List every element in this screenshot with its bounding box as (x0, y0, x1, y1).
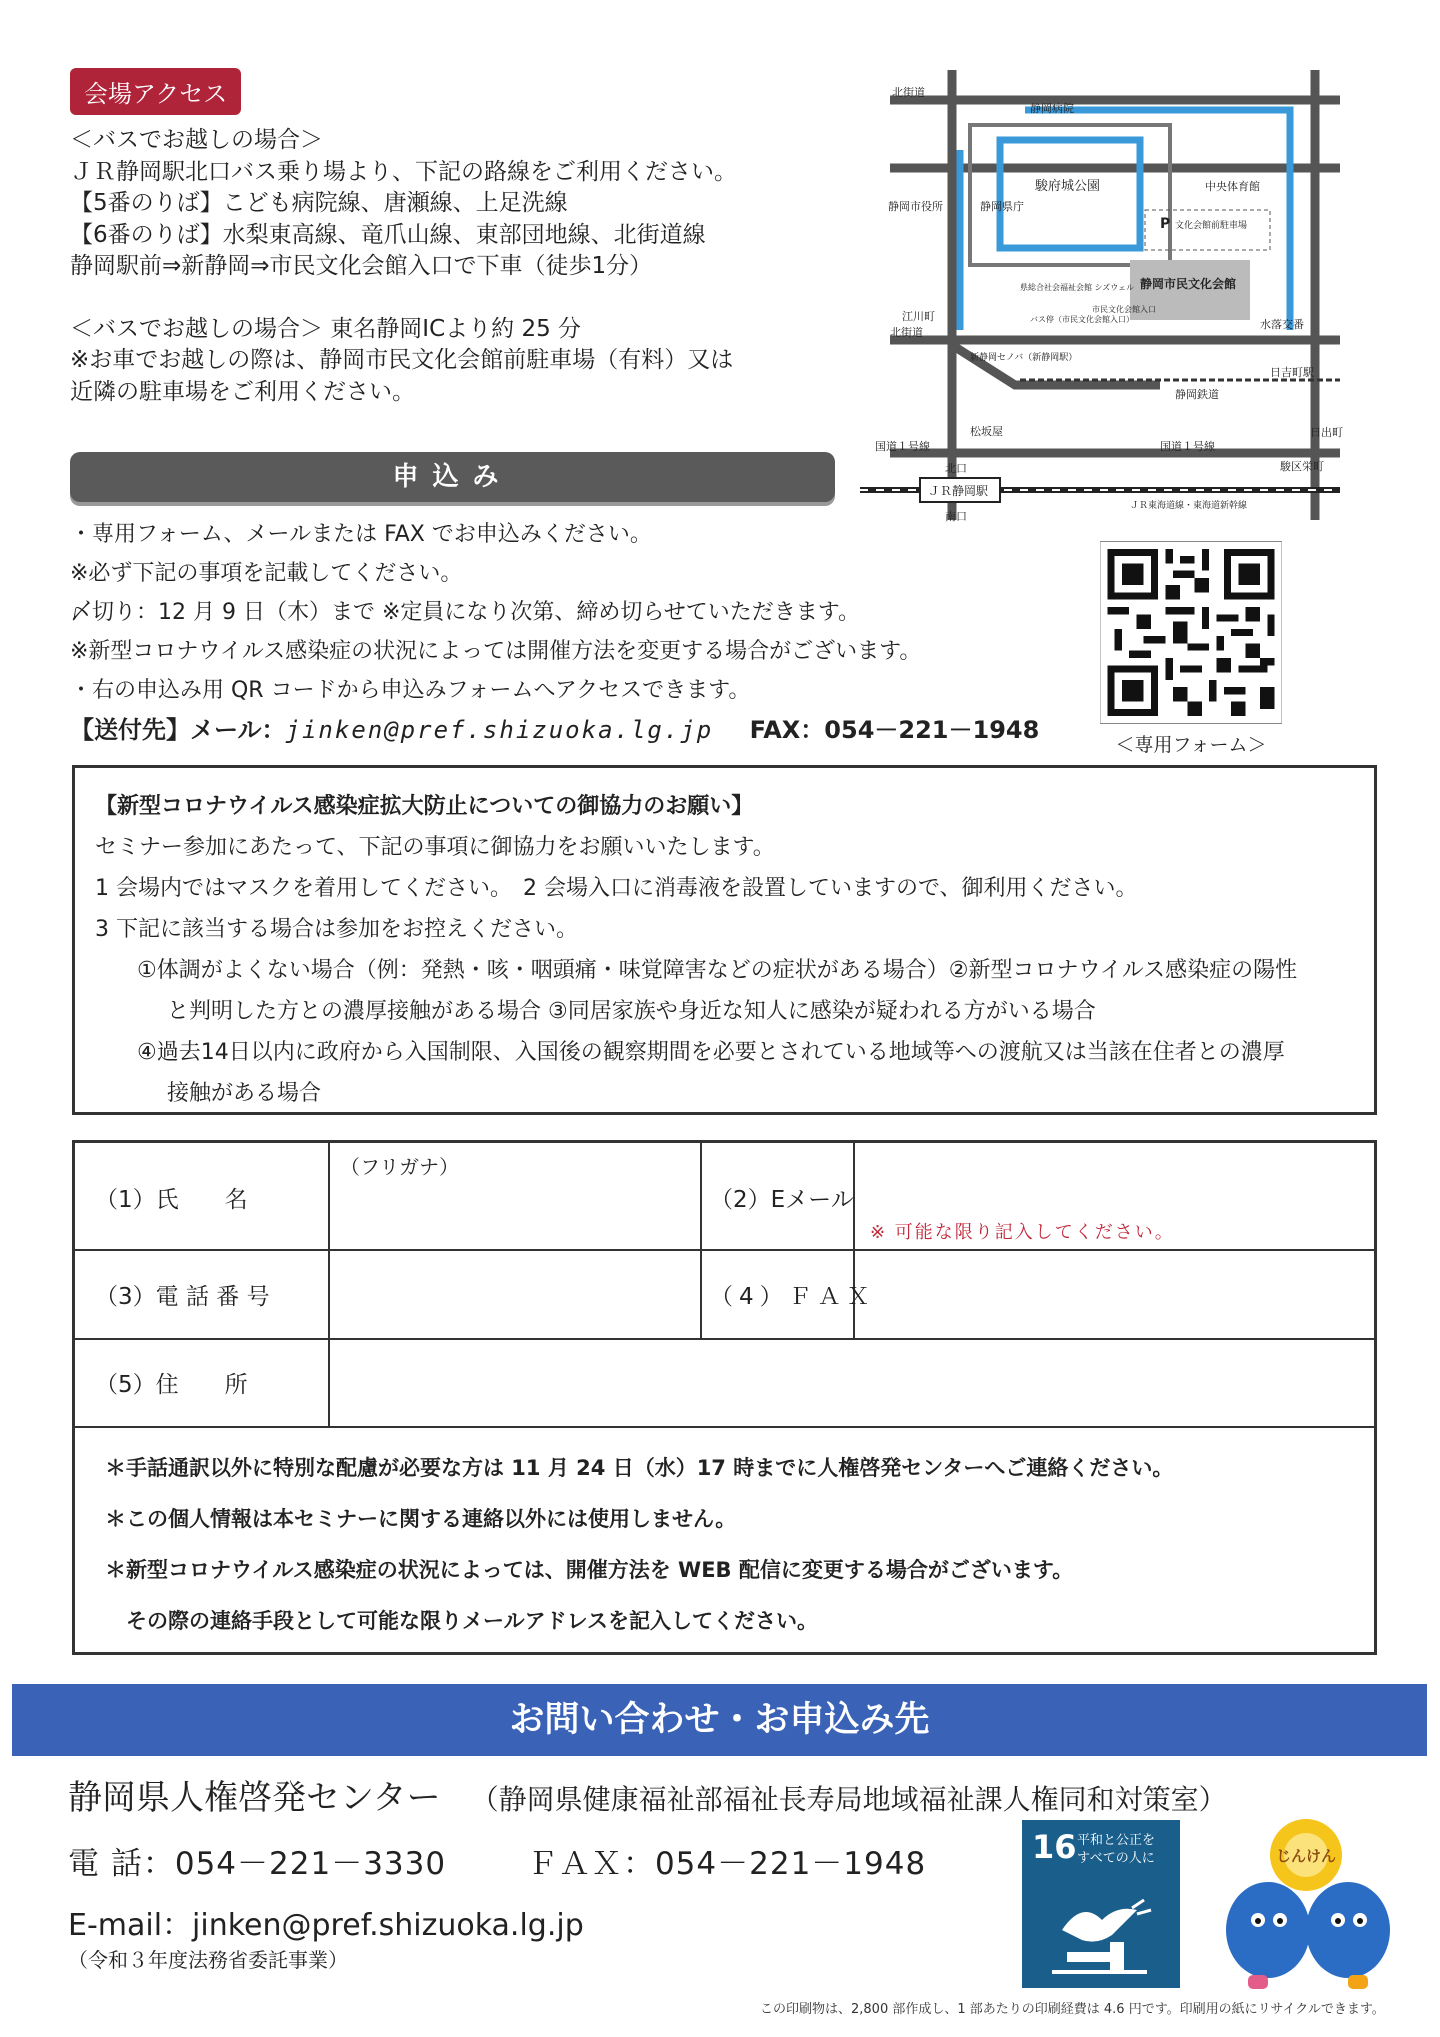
sdg16-icon (1022, 1820, 1180, 1988)
mascot-label: じんけん (1275, 1847, 1337, 1865)
map-label: 駿区栄町 (1280, 460, 1324, 473)
application-text (70, 515, 921, 710)
send-email-link[interactable]: jinken@pref.shizuoka.lg.jp (285, 716, 714, 744)
send-to (70, 710, 1039, 745)
form-divider (75, 1426, 1374, 1428)
name-field[interactable] (331, 1143, 699, 1248)
access-line: ※お車でお越しの際は、静岡市民文化会館前駐車場（有料）又は (70, 347, 734, 373)
application-line: 〆切り：12 月 9 日（木）まで ※定員になり次第、締め切らせていただきます。 (70, 600, 860, 625)
map-label: 北街道 (890, 326, 923, 339)
map-label: 国道１号線 (875, 440, 930, 453)
map-label: 県総合社会福祉会館 シズウェル (1020, 283, 1134, 292)
map-label: 駿府城公園 (1035, 179, 1101, 194)
map-label: 中央体育館 (1205, 180, 1260, 193)
map-label: 静岡市民文化会館 (1140, 277, 1237, 291)
organization (68, 1770, 1227, 1819)
map-label: 北街道 (892, 86, 925, 99)
form-note: ＊この個人情報は本セミナーに関する連絡以外には使用しません。 (105, 1507, 737, 1531)
fax-field[interactable] (857, 1251, 1372, 1337)
map-label: ＪＲ東海道線・東海道新幹線 (1130, 501, 1248, 511)
qr-code[interactable] (1100, 540, 1282, 725)
fax-label: （4）ＦＡＸ (710, 1284, 876, 1310)
application-section-bar: 申込み (70, 452, 835, 502)
print-footnote: この印刷物は、2,800 部作成し、1 部あたりの印刷経費は 4.6 円です。印刷用の紙にリサイクルできます。 (760, 2002, 1385, 2017)
covid-subitem: ④過去14日以内に政府から入国制限、入国後の観察期間を必要とされている地域等への渡航又は当該在住者との濃厚 (137, 1040, 1285, 1065)
phone-field[interactable] (331, 1251, 699, 1337)
covid-title: 【新型コロナウイルス感染症拡大防止についての御協力のお願い】 (95, 794, 754, 819)
map-label: 静岡市役所 (888, 200, 943, 213)
access-text (70, 125, 737, 408)
access-line: 静岡駅前⇒新静岡⇒市民文化会館入口で下車（徒歩1分） (70, 253, 653, 279)
send-fax: FAX：054－221－1948 (749, 716, 1040, 744)
access-map (860, 60, 1360, 530)
map-label: 新静岡セノバ（新静岡駅） (970, 353, 1078, 363)
application-form (72, 1140, 1377, 1655)
covid-item: 1 会場内ではマスクを着用してください。 2 会場入口に消毒液を設置していますので、御利用ください。 (95, 876, 1138, 901)
map-label: 静岡県庁 (980, 200, 1024, 213)
contact-phone-fax (68, 1838, 926, 1883)
application-line: ※必ず下記の事項を記載してください。 (70, 561, 463, 586)
access-line: 【6番のりば】水梨東高線、竜爪山線、東部団地線、北街道線 (70, 221, 706, 248)
phone-label: （3）電 話 番 号 (95, 1284, 270, 1310)
access-line: ＜バスでお越しの場合＞ 東名静岡ICより約 25 分 (70, 315, 582, 342)
map-label: 市民文化会館入口 (1092, 305, 1156, 314)
map-label: バス停（市民文化会館入口） (1030, 315, 1134, 324)
form-note: ＊新型コロナウイルス感染症の状況によっては、開催方法を WEB 配信に変更する場合がございます。 (105, 1558, 1074, 1582)
send-label: 【送付先】メール： (70, 716, 286, 744)
qr-caption: ＜専用フォーム＞ (1115, 734, 1267, 756)
access-line: ＪＲ静岡駅北口バス乗り場より、下記の路線をご利用ください。 (70, 158, 737, 185)
access-line: ＜バスでお越しの場合＞ (70, 127, 323, 153)
contact-email[interactable]: E-mail：jinken@pref.shizuoka.lg.jp (68, 1908, 584, 1943)
access-line: 近隣の駐車場をご利用ください。 (70, 378, 415, 405)
covid-subitem: ①体調がよくない場合（例：発熱・咳・咽頭痛・味覚障害などの症状がある場合）②新型コロナウイルス感染症の陽性 (137, 958, 1298, 983)
access-line: 【5番のりば】こども病院線、唐瀬線、上足洗線 (70, 190, 568, 216)
map-label: 江川町 (902, 310, 935, 323)
mascot-sunflower (1198, 1815, 1413, 2000)
covid-subitem: 接触がある場合 (167, 1081, 322, 1106)
covid-subitem: と判明した方との濃厚接触がある場合 ③同居家族や身近な知人に感染が疑われる方がいる場合 (167, 999, 1096, 1024)
contact-bar: お問い合わせ・お申込み先 (12, 1684, 1427, 1756)
form-note: その際の連絡手段として可能な限りメールアドレスを記入してください。 (105, 1609, 818, 1633)
map-label: 静岡鉄道 (1175, 388, 1219, 401)
sdg-text: 平和と公正を すべての人に (1077, 1833, 1156, 1866)
map-label: 北口 (945, 462, 967, 475)
form-divider (700, 1143, 702, 1338)
contact-fax: ＦＡＸ：054－221－1948 (526, 1846, 927, 1882)
dove-icon (1042, 1890, 1162, 1980)
map-label: 南口 (945, 510, 967, 523)
application-line: ・右の申込み用 QR コードから申込みフォームへアクセスできます。 (70, 678, 751, 703)
sdg-number: 16 (1032, 1828, 1077, 1866)
map-label: 静岡病院 (1030, 102, 1074, 115)
form-divider (328, 1143, 330, 1426)
name-label: （1）氏 名 (95, 1187, 248, 1213)
covid-notice-box (72, 765, 1377, 1115)
map-label: 国道１号線 (1160, 440, 1215, 453)
application-line: ※新型コロナウイルス感染症の状況によっては開催方法を変更する場合がございます。 (70, 639, 922, 664)
contact-phone: 電 話：054－221－3330 (68, 1846, 447, 1882)
covid-intro: セミナー参加にあたって、下記の事項に御協力をお願いいたします。 (95, 835, 775, 860)
email-note: ※ 可能な限り記入してください。 (870, 1222, 1175, 1243)
application-line: ・専用フォーム、メールまたは FAX でお申込みください。 (70, 522, 652, 547)
map-label: 文化会館前駐車場 (1175, 221, 1248, 231)
form-notes (105, 1443, 1173, 1647)
address-field[interactable] (331, 1340, 1372, 1425)
map-label: 日出町 (1310, 426, 1343, 439)
map-label: 水落交番 (1260, 318, 1304, 331)
form-note: ＊手話通訳以外に特別な配慮が必要な方は 11 月 24 日（水）17 時までに人権啓発センターへご連絡ください。 (105, 1456, 1174, 1480)
access-line (70, 283, 737, 314)
map-label: ＪＲ静岡駅 (928, 484, 989, 498)
parking-symbol: P (1160, 216, 1171, 232)
commission-note: （令和３年度法務省委託事業） (68, 1948, 348, 1972)
access-tag: 会場アクセス (70, 68, 241, 115)
email-label: （2）Eメール (710, 1187, 854, 1213)
organization-sub: （静岡県健康福祉部福祉長寿局地域福祉課人権同和対策室） (470, 1783, 1227, 1816)
gavel-icon (1067, 1952, 1117, 1962)
map-label: 日吉町駅 (1270, 366, 1314, 379)
furigana-label: （フリガナ） (340, 1155, 459, 1179)
address-label: （5）住 所 (95, 1372, 248, 1398)
map-label: 松坂屋 (970, 425, 1003, 438)
organization-name: 静岡県人権啓発センター (68, 1778, 441, 1818)
covid-item: 3 下記に該当する場合は参加をお控えください。 (95, 917, 578, 942)
